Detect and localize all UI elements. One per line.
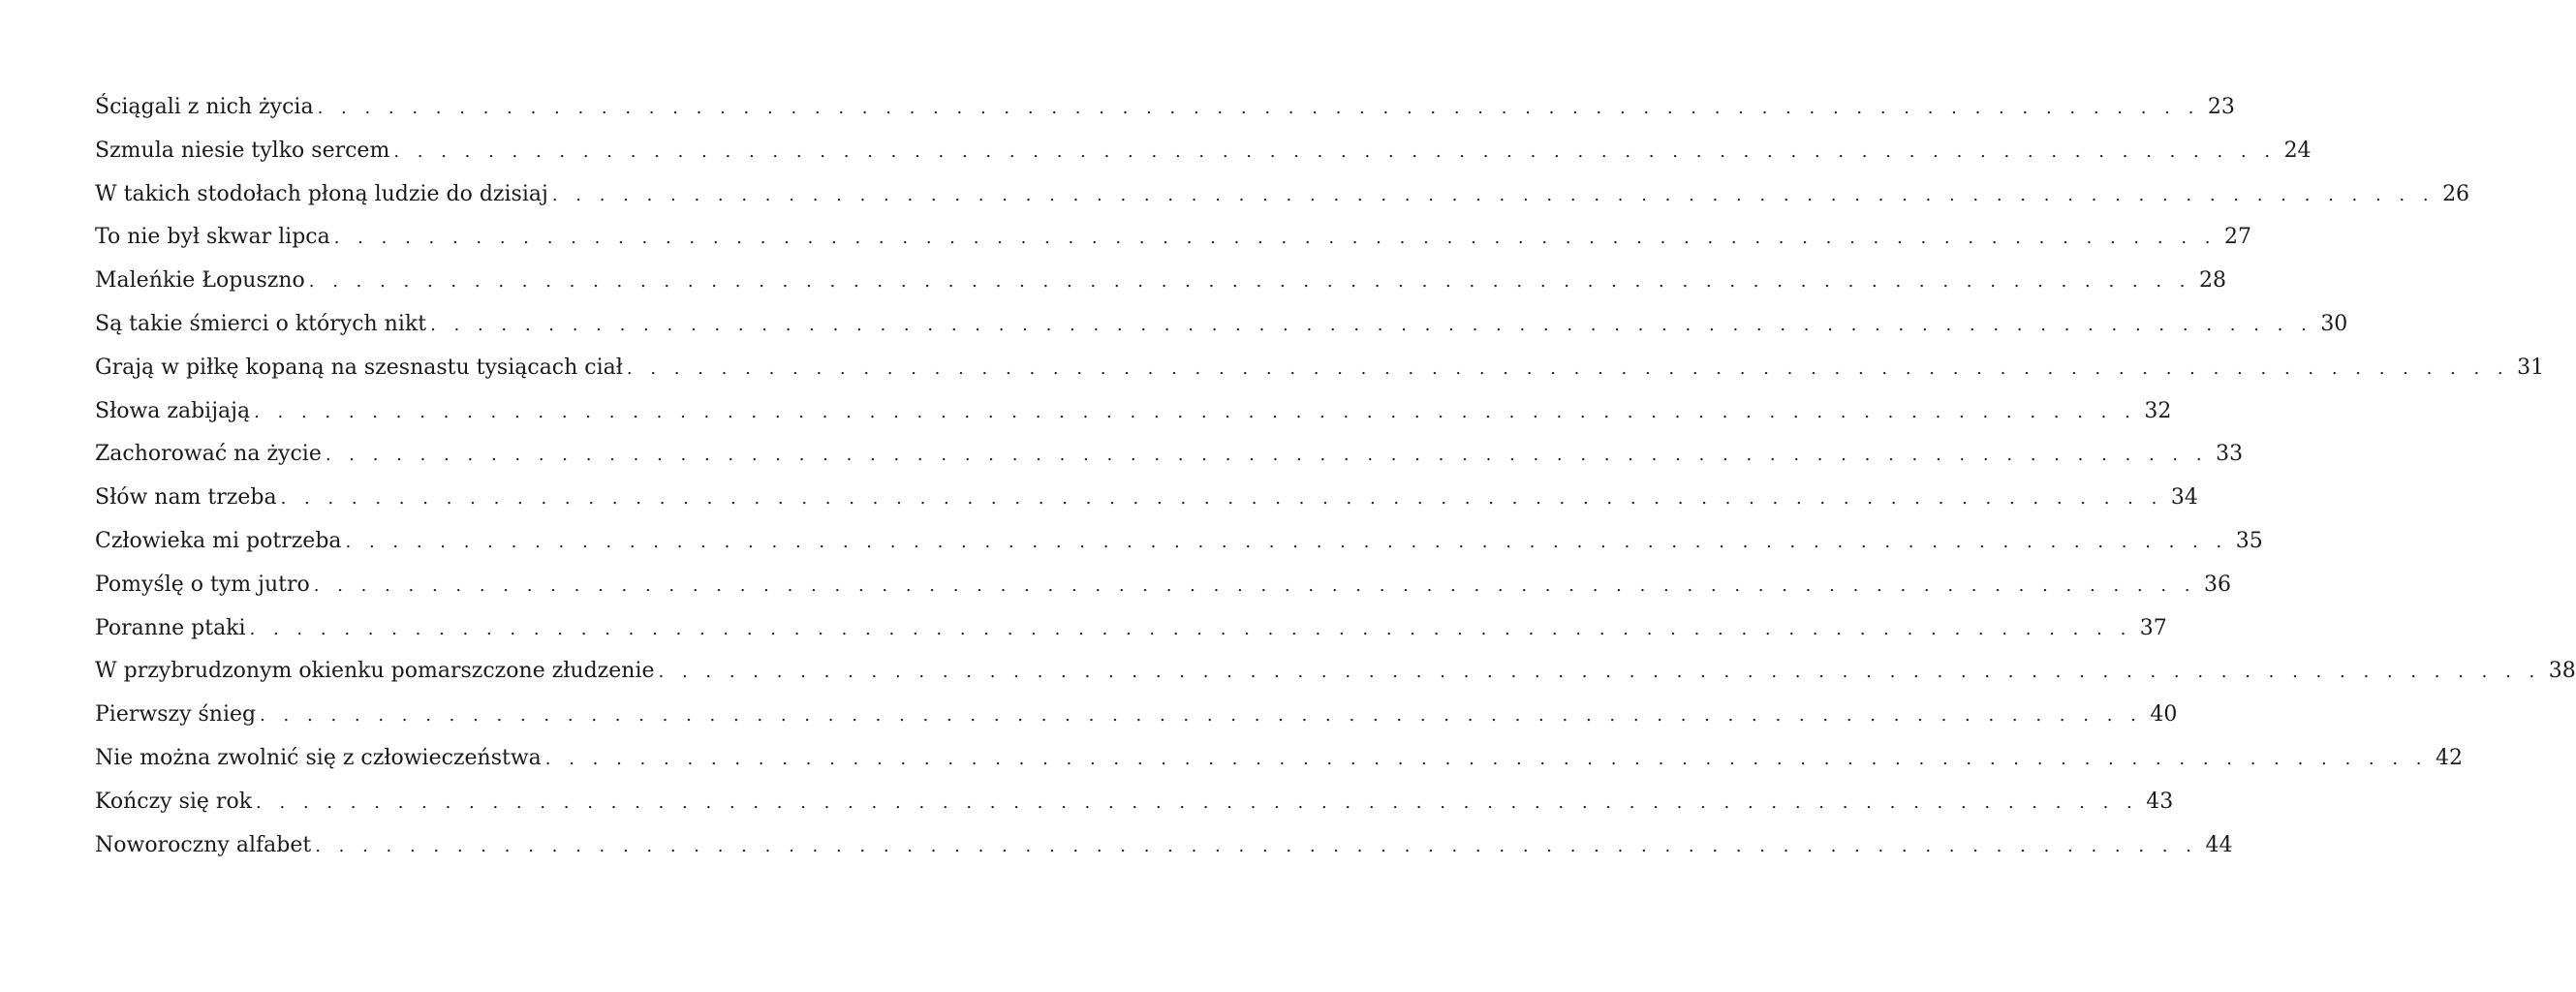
toc-entry-title: To nie był skwar lipca bbox=[95, 225, 330, 250]
toc-entry bbox=[95, 528, 2263, 573]
toc-entry-leader: . . . . . . . . . . . . . . . . . . . . . . . . . . . . . . . . . . . . . . . . . . . . . . . . . . . . . . . . . . . . . . . . . . . . . . . . . . . . . . . . bbox=[249, 618, 2132, 639]
toc-entry bbox=[95, 615, 2167, 660]
toc-entry bbox=[95, 702, 2178, 746]
toc-entry-title: Ściągali z nich życia bbox=[95, 95, 314, 119]
toc-entry-leader: . . . . . . . . . . . . . . . . . . . . . . . . . . . . . . . . . . . . . . . . . . . . . . . . . . . . . . . . . . . . . . . . . . . . . . . . . . . . . . . . bbox=[430, 314, 2313, 335]
toc-entry bbox=[95, 225, 2251, 268]
toc-entry-leader: . . . . . . . . . . . . . . . . . . . . . . . . . . . . . . . . . . . . . . . . . . . . . . . . . . . . . . . . . . . . . . . . . . . . . . . . . . . . . . . . bbox=[313, 574, 2196, 596]
toc-entry-page: 24 bbox=[2283, 138, 2312, 163]
toc-entry-page: 31 bbox=[2517, 355, 2545, 380]
toc-entry bbox=[95, 745, 2464, 790]
toc-entry bbox=[95, 572, 2231, 616]
toc-entry-leader: . . . . . . . . . . . . . . . . . . . . . . . . . . . . . . . . . . . . . . . . . . . . . . . . . . . . . . . . . . . . . . . . . . . . . . . . . . . . . . . . bbox=[626, 357, 2510, 379]
toc-entry-page: 42 bbox=[2436, 745, 2464, 770]
toc-entry-page: 43 bbox=[2146, 789, 2174, 814]
toc-entry-leader: . . . . . . . . . . . . . . . . . . . . . . . . . . . . . . . . . . . . . . . . . . . . . . . . . . . . . . . . . . . . . . . . . . . . . . . . . . . . . . . . bbox=[551, 184, 2436, 205]
toc-entry-leader: . . . . . . . . . . . . . . . . . . . . . . . . . . . . . . . . . . . . . . . . . . . . . . . . . . . . . . . . . . . . . . . . . . . . . . . . . . . . . . . . bbox=[333, 228, 2217, 249]
toc-entry-page: 37 bbox=[2139, 615, 2167, 640]
toc-entry bbox=[95, 832, 2233, 877]
toc-entry bbox=[95, 659, 2576, 702]
toc-entry-title: Zachorować na życie bbox=[95, 442, 322, 467]
toc-entry-title: Człowieka mi potrzeba bbox=[95, 528, 342, 553]
toc-entry-page: 44 bbox=[2205, 832, 2233, 857]
toc-entry-title: Maleńkie Łopuszno bbox=[95, 268, 305, 294]
toc-entry-leader: . . . . . . . . . . . . . . . . . . . . . . . . . . . . . . . . . . . . . . . . . . . . . . . . . . . . . . . . . . . . . . . . . . . . . . . . . . . . . . . . bbox=[544, 748, 2429, 769]
toc-entry bbox=[95, 181, 2470, 226]
toc-entry-page: 38 bbox=[2548, 659, 2576, 684]
toc-entry-leader: . . . . . . . . . . . . . . . . . . . . . . . . . . . . . . . . . . . . . . . . . . . . . . . . . . . . . . . . . . . . . . . . . . . . . . . . . . . . . . . . bbox=[325, 445, 2209, 466]
toc-entry bbox=[95, 311, 2348, 356]
toc-entry-page: 32 bbox=[2144, 398, 2172, 423]
toc-entry-page: 23 bbox=[2207, 95, 2235, 119]
toc-entry bbox=[95, 789, 2174, 833]
toc-entry-leader: . . . . . . . . . . . . . . . . . . . . . . . . . . . . . . . . . . . . . . . . . . . . . . . . . . . . . . . . . . . . . . . . . . . . . . . . . . . . . . . . bbox=[256, 791, 2139, 813]
toc-entry-page: 36 bbox=[2204, 572, 2231, 597]
toc-entry-leader: . . . . . . . . . . . . . . . . . . . . . . . . . . . . . . . . . . . . . . . . . . . . . . . . . . . . . . . . . . . . . . . . . . . . . . . . . . . . . . . . bbox=[393, 140, 2277, 162]
toc-entry-title: Poranne ptaki bbox=[95, 615, 246, 640]
toc-entry-page: 34 bbox=[2170, 485, 2198, 511]
toc-entry bbox=[95, 442, 2244, 485]
toc-entry-leader: . . . . . . . . . . . . . . . . . . . . . . . . . . . . . . . . . . . . . . . . . . . . . . . . . . . . . . . . . . . . . . . . . . . . . . . . . . . . . . . . bbox=[317, 98, 2200, 118]
toc-entry-title: W takich stodołach płoną ludzie do dzisiaj bbox=[95, 181, 548, 206]
toc-entry-page: 28 bbox=[2199, 268, 2227, 294]
toc-entry bbox=[95, 138, 2312, 182]
toc-entry-leader: . . . . . . . . . . . . . . . . . . . . . . . . . . . . . . . . . . . . . . . . . . . . . . . . . . . . . . . . . . . . . . . . . . . . . . . . . . . . . . . . bbox=[280, 488, 2163, 510]
toc-entry-title: Słowa zabijają bbox=[95, 398, 251, 423]
toc-entry bbox=[95, 398, 2172, 443]
toc-entry-title: W przybrudzonym okienku pomarszczone złudzenie bbox=[95, 659, 655, 684]
toc-entry-leader: . . . . . . . . . . . . . . . . . . . . . . . . . . . . . . . . . . . . . . . . . . . . . . . . . . . . . . . . . . . . . . . . . . . . . . . . . . . . . . . . bbox=[315, 835, 2198, 856]
toc-entry-title: Słów nam trzeba bbox=[95, 485, 277, 511]
toc-entry-page: 35 bbox=[2235, 528, 2263, 553]
toc-entry-title: Pomyślę o tym jutro bbox=[95, 572, 310, 597]
toc-entry-title: Noworoczny alfabet bbox=[95, 832, 312, 857]
toc-entry bbox=[95, 95, 2235, 139]
toc-entry-page: 33 bbox=[2216, 442, 2244, 467]
table-of-contents bbox=[95, 95, 2576, 876]
toc-entry-title: Nie można zwolnić się z człowieczeństwa bbox=[95, 745, 542, 770]
toc-entry-title: Szmula niesie tylko sercem bbox=[95, 138, 390, 163]
toc-entry-title: Pierwszy śnieg bbox=[95, 702, 257, 728]
toc-entry-leader: . . . . . . . . . . . . . . . . . . . . . . . . . . . . . . . . . . . . . . . . . . . . . . . . . . . . . . . . . . . . . . . . . . . . . . . . . . . . . . . . bbox=[345, 531, 2228, 552]
toc-entry bbox=[95, 268, 2227, 312]
toc-entry-leader: . . . . . . . . . . . . . . . . . . . . . . . . . . . . . . . . . . . . . . . . . . . . . . . . . . . . . . . . . . . . . . . . . . . . . . . . . . . . . . . . bbox=[260, 705, 2143, 727]
toc-entry-leader: . . . . . . . . . . . . . . . . . . . . . . . . . . . . . . . . . . . . . . . . . . . . . . . . . . . . . . . . . . . . . . . . . . . . . . . . . . . . . . . . bbox=[254, 401, 2137, 422]
toc-entry-page: 26 bbox=[2442, 181, 2470, 206]
toc-entry-leader: . . . . . . . . . . . . . . . . . . . . . . . . . . . . . . . . . . . . . . . . . . . . . . . . . . . . . . . . . . . . . . . . . . . . . . . . . . . . . . . . bbox=[658, 662, 2541, 683]
toc-entry bbox=[95, 355, 2545, 399]
toc-entry bbox=[95, 485, 2198, 529]
toc-entry-page: 30 bbox=[2320, 311, 2348, 336]
toc-entry-page: 27 bbox=[2223, 225, 2251, 250]
toc-entry-leader: . . . . . . . . . . . . . . . . . . . . . . . . . . . . . . . . . . . . . . . . . . . . . . . . . . . . . . . . . . . . . . . . . . . . . . . . . . . . . . . . bbox=[308, 271, 2192, 293]
toc-entry-title: Kończy się rok bbox=[95, 789, 253, 814]
toc-entry-title: Są takie śmierci o których nikt bbox=[95, 311, 427, 336]
toc-entry-title: Grają w piłkę kopaną na szesnastu tysiącach ciał bbox=[95, 355, 623, 380]
toc-entry-page: 40 bbox=[2150, 702, 2178, 728]
